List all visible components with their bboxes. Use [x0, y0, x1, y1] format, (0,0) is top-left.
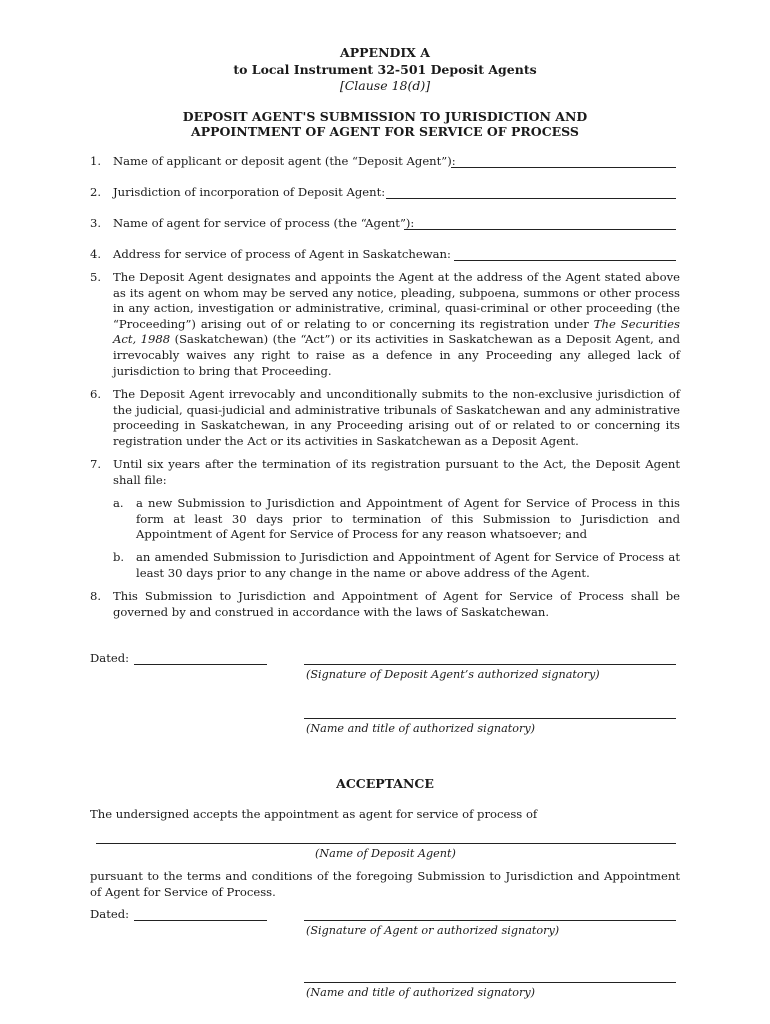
item-number: 4.	[90, 247, 102, 261]
subitem-a-paragraph: a new Submission to Jurisdiction and Appointment of Agent for Service of Process in this form at least 30 days prior to termination of this Submission to Jurisdiction and Appointment of Agent for Service of Process for any reason whatsoever; and	[136, 496, 680, 542]
item-4-label: Address for service of process of Agent in Saskatchewan:	[113, 247, 451, 261]
item-3-label: Name of agent for service of process (the “Agent”):	[113, 216, 415, 230]
item-2-label: Jurisdiction of incorporation of Deposit Agent:	[113, 185, 386, 199]
appendix-heading: APPENDIX A	[340, 45, 430, 60]
item-number: 1.	[90, 154, 102, 168]
subitem-letter: b.	[113, 550, 125, 564]
item-5-text-a: The Deposit Agent designates and appoints the Agent at the address of the Agent stated above as its agent on whom may be served any notice, pleading, subpoena, summons or other process in any action, investigation or administrative, criminal, quasi-criminal or other proceeding (the “Proceeding”) arising out of or relating to or concerning its registration under	[113, 270, 680, 331]
agent-signature-line[interactable]	[304, 920, 676, 921]
acceptance-pursuant-text: pursuant to the terms and conditions of the foregoing Submission to Jurisdiction and Appointment of Agent for Service of Process.	[90, 869, 680, 899]
deposit-agent-name-caption: (Name of Deposit Agent)	[315, 847, 456, 860]
item-1-label: Name of applicant or deposit agent (the “Deposit Agent”):	[113, 154, 456, 168]
item-5-text-b: (Saskatchewan) (the “Act”) or its activities in Saskatchewan as a Deposit Agent, and irrevocably waives any right to raise as a defence in any Proceeding any alleged lack of jurisdiction to bring that Proceeding.	[113, 332, 680, 378]
appendix-subtitle: to Local Instrument 32-501 Deposit Agents	[233, 62, 537, 77]
item-number: 8.	[90, 589, 102, 603]
signatory-name-title-line[interactable]	[304, 718, 676, 719]
document-title-line-2: APPOINTMENT OF AGENT FOR SERVICE OF PROCESS	[191, 124, 579, 139]
dated-label: Dated:	[90, 651, 130, 665]
document-title-line-1: DEPOSIT AGENT'S SUBMISSION TO JURISDICTION AND	[182, 109, 588, 124]
agent-address-field[interactable]	[454, 260, 676, 261]
subitem-letter: a.	[113, 496, 124, 510]
agent-name-title-caption: (Name and title of authorized signatory)	[306, 986, 536, 999]
acceptance-intro: The undersigned accepts the appointment as agent for service of process of	[90, 807, 538, 821]
agent-name-title-line[interactable]	[304, 982, 676, 983]
jurisdiction-field[interactable]	[386, 198, 676, 199]
agent-name-field[interactable]	[404, 229, 676, 230]
deposit-agent-signature-caption: (Signature of Deposit Agent’s authorized signatory)	[306, 668, 600, 681]
agent-signature-caption: (Signature of Agent or authorized signatory)	[306, 924, 560, 937]
signatory-name-title-caption: (Name and title of authorized signatory)	[306, 722, 536, 735]
subitem-b-paragraph: an amended Submission to Jurisdiction and Appointment of Agent for Service of Process at least 30 days prior to any change in the name or above address of the Agent.	[136, 550, 680, 580]
acceptance-date-field[interactable]	[134, 920, 267, 921]
deposit-agent-name-line[interactable]	[96, 843, 676, 844]
item-number: 2.	[90, 185, 102, 199]
item-5-paragraph	[113, 270, 680, 379]
item-8-paragraph: This Submission to Jurisdiction and Appointment of Agent for Service of Process shall be governed by and construed in accordance with the laws of Saskatchewan.	[113, 589, 680, 619]
item-number: 5.	[90, 270, 102, 284]
acceptance-dated-label: Dated:	[90, 907, 130, 921]
act-title: The Securities Act, 1988	[113, 316, 680, 347]
item-number: 7.	[90, 457, 102, 471]
deposit-agent-name-field[interactable]	[451, 167, 676, 168]
clause-reference: [Clause 18(d)]	[339, 78, 431, 93]
item-number: 6.	[90, 387, 102, 401]
deposit-agent-signature-line[interactable]	[304, 664, 676, 665]
acceptance-heading: ACCEPTANCE	[336, 776, 434, 791]
date-field[interactable]	[134, 664, 267, 665]
item-6-paragraph: The Deposit Agent irrevocably and unconditionally submits to the non-exclusive jurisdiction of the judicial, quasi-judicial and administrative tribunals of Saskatchewan and any administrative proceeding in Saskatchewan, in any Proceeding arising out of or related to or concerning its registration under the Act or its activities in Saskatchewan as a Deposit Agent.	[113, 387, 680, 448]
item-7-paragraph: Until six years after the termination of its registration pursuant to the Act, the Deposit Agent shall file:	[113, 457, 680, 487]
item-number: 3.	[90, 216, 102, 230]
